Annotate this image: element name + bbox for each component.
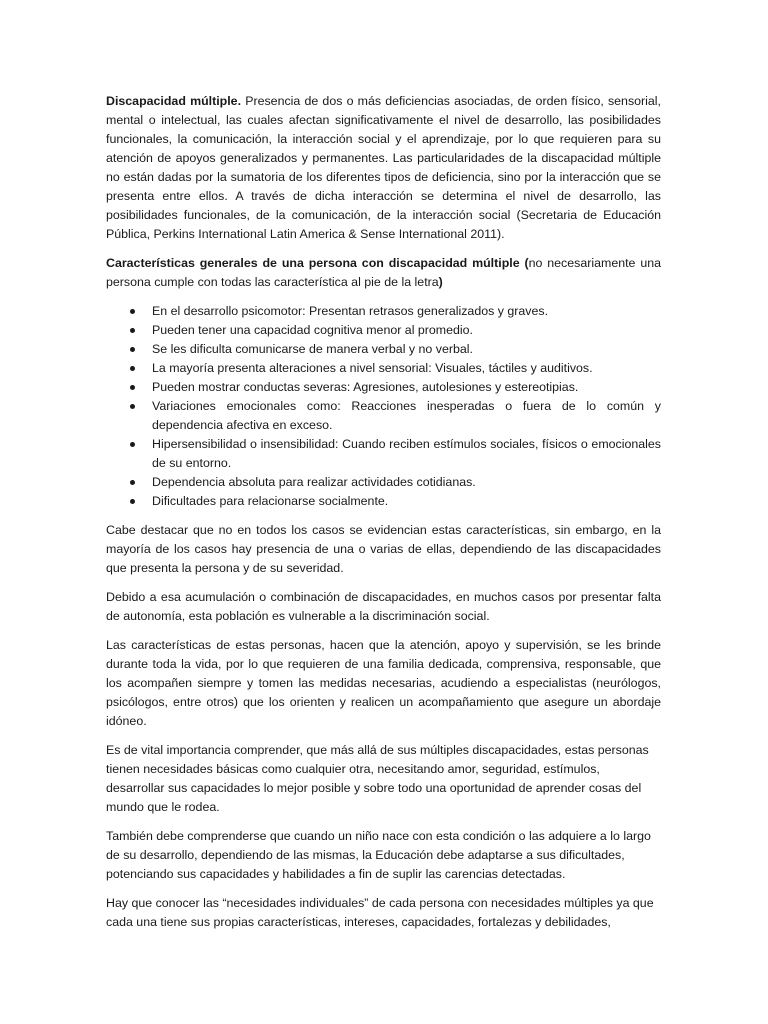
- list-item: [106, 321, 661, 340]
- body-paragraph: Es de vital importancia comprender, que más allá de sus múltiples discapacidades, estas personas tienen necesidades básicas como cualquier otra, necesitando amor, seguridad, estímulos, desarrollar sus capacidades lo mejor posible y sobre todo una oportunidad de aprender cosas del mundo que le rodea.: [106, 743, 649, 814]
- intro-paragraph: [106, 92, 661, 244]
- document-body: [106, 92, 661, 942]
- bullet-icon: [130, 499, 135, 504]
- characteristics-title: Características generales de una persona con discapacidad múltiple (: [106, 256, 529, 270]
- list-item: [106, 397, 661, 435]
- bullet-icon: [130, 347, 135, 352]
- list-item: [106, 378, 661, 397]
- list-item-text: Variaciones emocionales como: Reacciones inesperadas o fuera de lo común y dependencia afectiva en exceso.: [152, 399, 661, 432]
- list-item: [106, 302, 661, 321]
- bullet-icon: [130, 442, 135, 447]
- bullet-icon: [130, 385, 135, 390]
- body-paragraph: También debe comprenderse que cuando un niño nace con esta condición o las adquiere a lo largo de su desarrollo, dependiendo de las mismas, la Educación debe adaptarse a sus dificultades, potenciando sus capacidades y habilidades a fin de suplir las carencias detectadas.: [106, 829, 651, 881]
- bullet-icon: [130, 404, 135, 409]
- bullet-icon: [130, 480, 135, 485]
- characteristics-heading: [106, 254, 661, 292]
- body-paragraph: Cabe destacar que no en todos los casos se evidencian estas características, sin embargo, en la mayoría de los casos hay presencia de una o varias de ellas, dependiendo de las discapacidades que presenta la persona y de su severidad.: [106, 523, 661, 575]
- body-paragraph: Hay que conocer las “necesidades individuales” de cada persona con necesidades múltiples ya que cada una tiene sus propias características, intereses, capacidades, fortalezas y debilidades,: [106, 896, 654, 929]
- bullet-icon: [130, 328, 135, 333]
- list-item: [106, 435, 661, 473]
- intro-term: Discapacidad múltiple.: [106, 94, 242, 108]
- list-item: [106, 340, 661, 359]
- list-item: [106, 492, 661, 511]
- list-item-text: La mayoría presenta alteraciones a nivel sensorial: Visuales, táctiles y auditivos.: [152, 361, 593, 375]
- bullet-icon: [130, 366, 135, 371]
- list-item-text: Pueden tener una capacidad cognitiva menor al promedio.: [152, 323, 473, 337]
- list-item-text: Hipersensibilidad o insensibilidad: Cuando reciben estímulos sociales, físicos o emocionales de su entorno.: [152, 437, 661, 470]
- list-item-text: Pueden mostrar conductas severas: Agresiones, autolesiones y estereotipias.: [152, 380, 579, 394]
- intro-text: Presencia de dos o más deficiencias asociadas, de orden físico, sensorial, mental o intelectual, las cuales afectan significativamente el nivel de desarrollo, las posibilidades funcionales, la comunicación, la interacción social y el aprendizaje, por lo que requieren para su atención de apoyos generalizados y permanentes. Las particularidades de la discapacidad múltiple no están dadas por la sumatoria de los diferentes tipos de deficiencia, sino por la interacción que se presenta entre ellos. A través de dicha interacción se determina el nivel de desarrollo, las posibilidades funcionales, de la comunicación, de la interacción social (Secretaria de Educación Pública, Perkins International Latin America & Sense International 2011).: [106, 94, 661, 241]
- bullet-icon: [130, 309, 135, 314]
- body-paragraph: Debido a esa acumulación o combinación de discapacidades, en muchos casos por presentar falta de autonomía, esta población es vulnerable a la discriminación social.: [106, 590, 661, 623]
- characteristics-close: ): [438, 275, 443, 289]
- list-item: [106, 473, 661, 492]
- list-item-text: En el desarrollo psicomotor: Presentan retrasos generalizados y graves.: [152, 304, 549, 318]
- list-item-text: Dependencia absoluta para realizar actividades cotidianas.: [152, 475, 476, 489]
- list-item: [106, 359, 661, 378]
- list-item-text: Dificultades para relacionarse socialmente.: [152, 494, 389, 508]
- characteristics-list: [106, 302, 661, 511]
- body-paragraph: Las características de estas personas, hacen que la atención, apoyo y supervisión, se les brinde durante toda la vida, por lo que requieren de una familia dedicada, comprensiva, responsable, que los acompañen siempre y tomen las medidas necesarias, acudiendo a especialistas (neurólogos, psicólogos, entre otros) que los orienten y realicen un acompañamiento que asegure un abordaje idóneo.: [106, 638, 661, 728]
- list-item-text: Se les dificulta comunicarse de manera verbal y no verbal.: [152, 342, 473, 356]
- characteristics-note: no necesariamente una persona cumple con todas las característica al pie de la letra: [106, 256, 661, 289]
